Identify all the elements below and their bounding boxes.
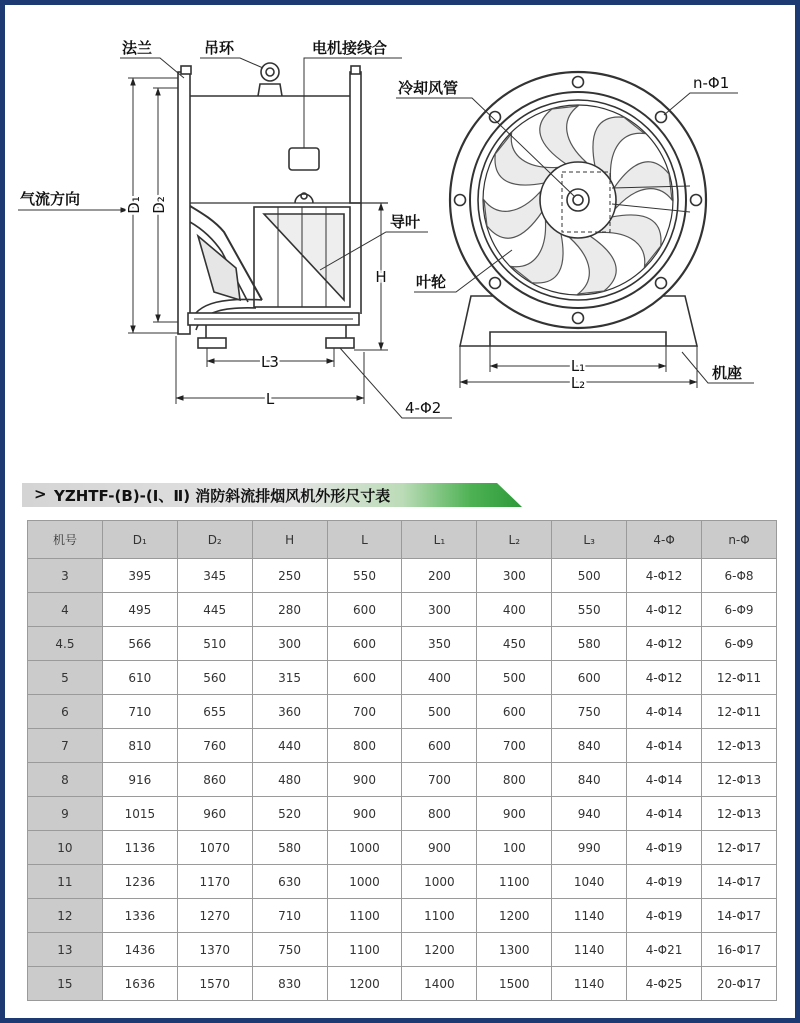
model-number-cell: 10 xyxy=(28,831,103,865)
table-cell: 1140 xyxy=(552,899,627,933)
table-cell: 440 xyxy=(252,729,327,763)
table-cell: 566 xyxy=(102,627,177,661)
model-number-cell: 7 xyxy=(28,729,103,763)
table-cell: 1200 xyxy=(327,967,402,1001)
table-cell: 20-Φ17 xyxy=(702,967,777,1001)
model-number-cell: 8 xyxy=(28,763,103,797)
table-cell: 630 xyxy=(252,865,327,899)
table-cell: 1300 xyxy=(477,933,552,967)
table-cell: 1170 xyxy=(177,865,252,899)
table-cell: 580 xyxy=(252,831,327,865)
table-cell: 500 xyxy=(477,661,552,695)
table-row xyxy=(28,763,777,797)
table-cell: 655 xyxy=(177,695,252,729)
impeller-label: 叶轮 xyxy=(416,273,447,291)
right-flange-cap xyxy=(351,66,360,74)
table-cell: 6-Φ8 xyxy=(702,559,777,593)
table-cell: 860 xyxy=(177,763,252,797)
table-cell: 300 xyxy=(402,593,477,627)
table-cell: 200 xyxy=(402,559,477,593)
bolt-pattern-leader xyxy=(664,93,738,115)
table-cell: 810 xyxy=(102,729,177,763)
table-cell: 830 xyxy=(252,967,327,1001)
table-cell: 580 xyxy=(552,627,627,661)
table-row xyxy=(28,797,777,831)
lifting-ring xyxy=(261,63,279,81)
guide-vane-label: 导叶 xyxy=(390,213,421,231)
table-cell: 600 xyxy=(477,695,552,729)
table-cell: 900 xyxy=(477,797,552,831)
side-view xyxy=(178,63,388,348)
table-cell: 12-Φ11 xyxy=(702,695,777,729)
table-row xyxy=(28,933,777,967)
table-cell: 800 xyxy=(327,729,402,763)
airflow-label: 气流方向 xyxy=(20,190,81,208)
table-cell: 1040 xyxy=(552,865,627,899)
table-cell: 1370 xyxy=(177,933,252,967)
table-cell: 4-Φ21 xyxy=(627,933,702,967)
table-cell: 1000 xyxy=(402,865,477,899)
table-row xyxy=(28,729,777,763)
left-flange xyxy=(178,72,190,334)
dimension-table xyxy=(27,520,777,1001)
model-number-cell: 11 xyxy=(28,865,103,899)
impeller-blade-section xyxy=(198,236,240,300)
table-cell: 495 xyxy=(102,593,177,627)
table-cell: 12-Φ11 xyxy=(702,661,777,695)
table-cell: 550 xyxy=(552,593,627,627)
table-cell: 250 xyxy=(252,559,327,593)
table-cell: 4-Φ14 xyxy=(627,695,702,729)
table-cell: 1100 xyxy=(327,899,402,933)
table-cell: 14-Φ17 xyxy=(702,899,777,933)
table-cell: 900 xyxy=(327,797,402,831)
table-cell: 700 xyxy=(327,695,402,729)
model-number-cell: 6 xyxy=(28,695,103,729)
table-cell: 4-Φ12 xyxy=(627,627,702,661)
table-cell: 445 xyxy=(177,593,252,627)
l3-label: L3 xyxy=(261,353,279,371)
table-cell: 300 xyxy=(252,627,327,661)
model-number-cell: 13 xyxy=(28,933,103,967)
table-cell: 990 xyxy=(552,831,627,865)
table-cell: 4-Φ14 xyxy=(627,797,702,831)
table-cell: 350 xyxy=(402,627,477,661)
table-cell: 800 xyxy=(402,797,477,831)
table-cell: 450 xyxy=(477,627,552,661)
column-header: 4-Φ xyxy=(627,521,702,559)
table-cell: 1200 xyxy=(402,933,477,967)
table-cell: 1400 xyxy=(402,967,477,1001)
table-cell: 840 xyxy=(552,729,627,763)
column-header: L₃ xyxy=(552,521,627,559)
table-cell: 1070 xyxy=(177,831,252,865)
table-cell: 12-Φ13 xyxy=(702,729,777,763)
table-cell: 1000 xyxy=(327,831,402,865)
table-row xyxy=(28,627,777,661)
base-label: 机座 xyxy=(712,364,743,382)
table-cell: 4-Φ19 xyxy=(627,831,702,865)
table-cell: 6-Φ9 xyxy=(702,593,777,627)
table-row xyxy=(28,899,777,933)
hub xyxy=(540,162,616,238)
table-row xyxy=(28,559,777,593)
column-header: H xyxy=(252,521,327,559)
table-cell: 100 xyxy=(477,831,552,865)
table-cell: 4-Φ19 xyxy=(627,865,702,899)
banner-marker: > xyxy=(34,485,47,503)
lifting-ring-label: 吊环 xyxy=(204,39,235,57)
table-cell: 300 xyxy=(477,559,552,593)
table-cell: 1140 xyxy=(552,933,627,967)
column-header: n-Φ xyxy=(702,521,777,559)
flange-label: 法兰 xyxy=(122,39,153,57)
model-number-cell: 4.5 xyxy=(28,627,103,661)
table-cell: 960 xyxy=(177,797,252,831)
bolt-pattern-label: n-Φ1 xyxy=(693,74,730,92)
table-cell: 600 xyxy=(327,593,402,627)
d1-label: D₁ xyxy=(125,196,143,214)
table-cell: 1236 xyxy=(102,865,177,899)
model-number-cell: 12 xyxy=(28,899,103,933)
table-cell: 1636 xyxy=(102,967,177,1001)
model-number-cell: 3 xyxy=(28,559,103,593)
table-cell: 345 xyxy=(177,559,252,593)
base-foot-left xyxy=(198,338,226,348)
table-cell: 4-Φ14 xyxy=(627,729,702,763)
table-cell: 500 xyxy=(552,559,627,593)
table-cell: 395 xyxy=(102,559,177,593)
table-cell: 1000 xyxy=(327,865,402,899)
table-cell: 550 xyxy=(327,559,402,593)
table-cell: 600 xyxy=(327,627,402,661)
guide-vane xyxy=(264,214,344,300)
table-cell: 900 xyxy=(327,763,402,797)
table-cell: 1436 xyxy=(102,933,177,967)
bolt-hole-label: 4-Φ2 xyxy=(405,399,442,417)
table-cell: 400 xyxy=(402,661,477,695)
column-header: L₁ xyxy=(402,521,477,559)
table-cell: 600 xyxy=(402,729,477,763)
table-cell: 750 xyxy=(252,933,327,967)
table-cell: 1140 xyxy=(552,967,627,1001)
cooling-duct-label: 冷却风管 xyxy=(398,79,459,97)
table-header xyxy=(28,521,777,559)
table-cell: 600 xyxy=(552,661,627,695)
table-row xyxy=(28,593,777,627)
table-cell: 4-Φ12 xyxy=(627,661,702,695)
table-cell: 480 xyxy=(252,763,327,797)
table-cell: 600 xyxy=(327,661,402,695)
model-number-cell: 4 xyxy=(28,593,103,627)
column-header: D₂ xyxy=(177,521,252,559)
table-cell: 4-Φ25 xyxy=(627,967,702,1001)
table-cell: 1015 xyxy=(102,797,177,831)
table-cell: 280 xyxy=(252,593,327,627)
table-cell: 1200 xyxy=(477,899,552,933)
table-cell: 4-Φ12 xyxy=(627,559,702,593)
table-cell: 16-Φ17 xyxy=(702,933,777,967)
right-flange xyxy=(350,72,361,203)
table-cell: 4-Φ19 xyxy=(627,899,702,933)
table-row xyxy=(28,865,777,899)
column-header: 机号 xyxy=(28,521,103,559)
base-foot-right xyxy=(326,338,354,348)
table-cell: 840 xyxy=(552,763,627,797)
table-cell: 360 xyxy=(252,695,327,729)
table-cell: 1136 xyxy=(102,831,177,865)
side-view-dimensions xyxy=(18,58,452,418)
table-cell: 710 xyxy=(102,695,177,729)
table-cell: 760 xyxy=(177,729,252,763)
lifting-ring-base xyxy=(258,84,282,96)
left-flange-cap xyxy=(181,66,191,74)
l2-label: L₂ xyxy=(570,374,586,392)
table-row xyxy=(28,695,777,729)
column-header: D₁ xyxy=(102,521,177,559)
column-header: L xyxy=(327,521,402,559)
table-cell: 315 xyxy=(252,661,327,695)
table-cell: 1500 xyxy=(477,967,552,1001)
l-label: L xyxy=(265,390,275,408)
table-cell: 510 xyxy=(177,627,252,661)
table-header-row xyxy=(28,521,777,559)
column-header: L₂ xyxy=(477,521,552,559)
table-cell: 4-Φ12 xyxy=(627,593,702,627)
table-cell: 12-Φ17 xyxy=(702,831,777,865)
table-cell: 940 xyxy=(552,797,627,831)
table-cell: 700 xyxy=(402,763,477,797)
flange-leader xyxy=(120,58,184,78)
model-number-cell: 15 xyxy=(28,967,103,1001)
table-cell: 560 xyxy=(177,661,252,695)
table-row xyxy=(28,831,777,865)
table-cell: 610 xyxy=(102,661,177,695)
table-cell: 500 xyxy=(402,695,477,729)
table-cell: 1100 xyxy=(327,933,402,967)
d2-label: D₂ xyxy=(150,196,168,214)
table-cell: 1336 xyxy=(102,899,177,933)
table-cell: 700 xyxy=(477,729,552,763)
table-row xyxy=(28,967,777,1001)
table-cell: 750 xyxy=(552,695,627,729)
junction-box-label: 电机接线合 xyxy=(312,39,388,57)
model-number-cell: 5 xyxy=(28,661,103,695)
lifting-ring-leader xyxy=(200,58,263,68)
table-cell: 710 xyxy=(252,899,327,933)
table-cell: 12-Φ13 xyxy=(702,763,777,797)
table-cell: 916 xyxy=(102,763,177,797)
junction-box xyxy=(289,148,319,170)
table-body xyxy=(28,559,777,1001)
table-cell: 4-Φ14 xyxy=(627,763,702,797)
table-cell: 400 xyxy=(477,593,552,627)
table-cell: 6-Φ9 xyxy=(702,627,777,661)
section-title: YZHTF-(B)-(Ⅰ、Ⅱ) 消防斜流排烟风机外形尺寸表 xyxy=(54,487,391,505)
table-cell: 520 xyxy=(252,797,327,831)
h-label: H xyxy=(375,268,387,286)
table-row xyxy=(28,661,777,695)
table-cell: 800 xyxy=(477,763,552,797)
table-cell: 12-Φ13 xyxy=(702,797,777,831)
l1-label: L₁ xyxy=(570,357,586,375)
model-number-cell: 9 xyxy=(28,797,103,831)
table-cell: 14-Φ17 xyxy=(702,865,777,899)
table-cell: 1270 xyxy=(177,899,252,933)
table-cell: 1570 xyxy=(177,967,252,1001)
fan-dimension-drawing xyxy=(0,0,800,470)
table-cell: 900 xyxy=(402,831,477,865)
table-cell: 1100 xyxy=(402,899,477,933)
table-cell: 1100 xyxy=(477,865,552,899)
